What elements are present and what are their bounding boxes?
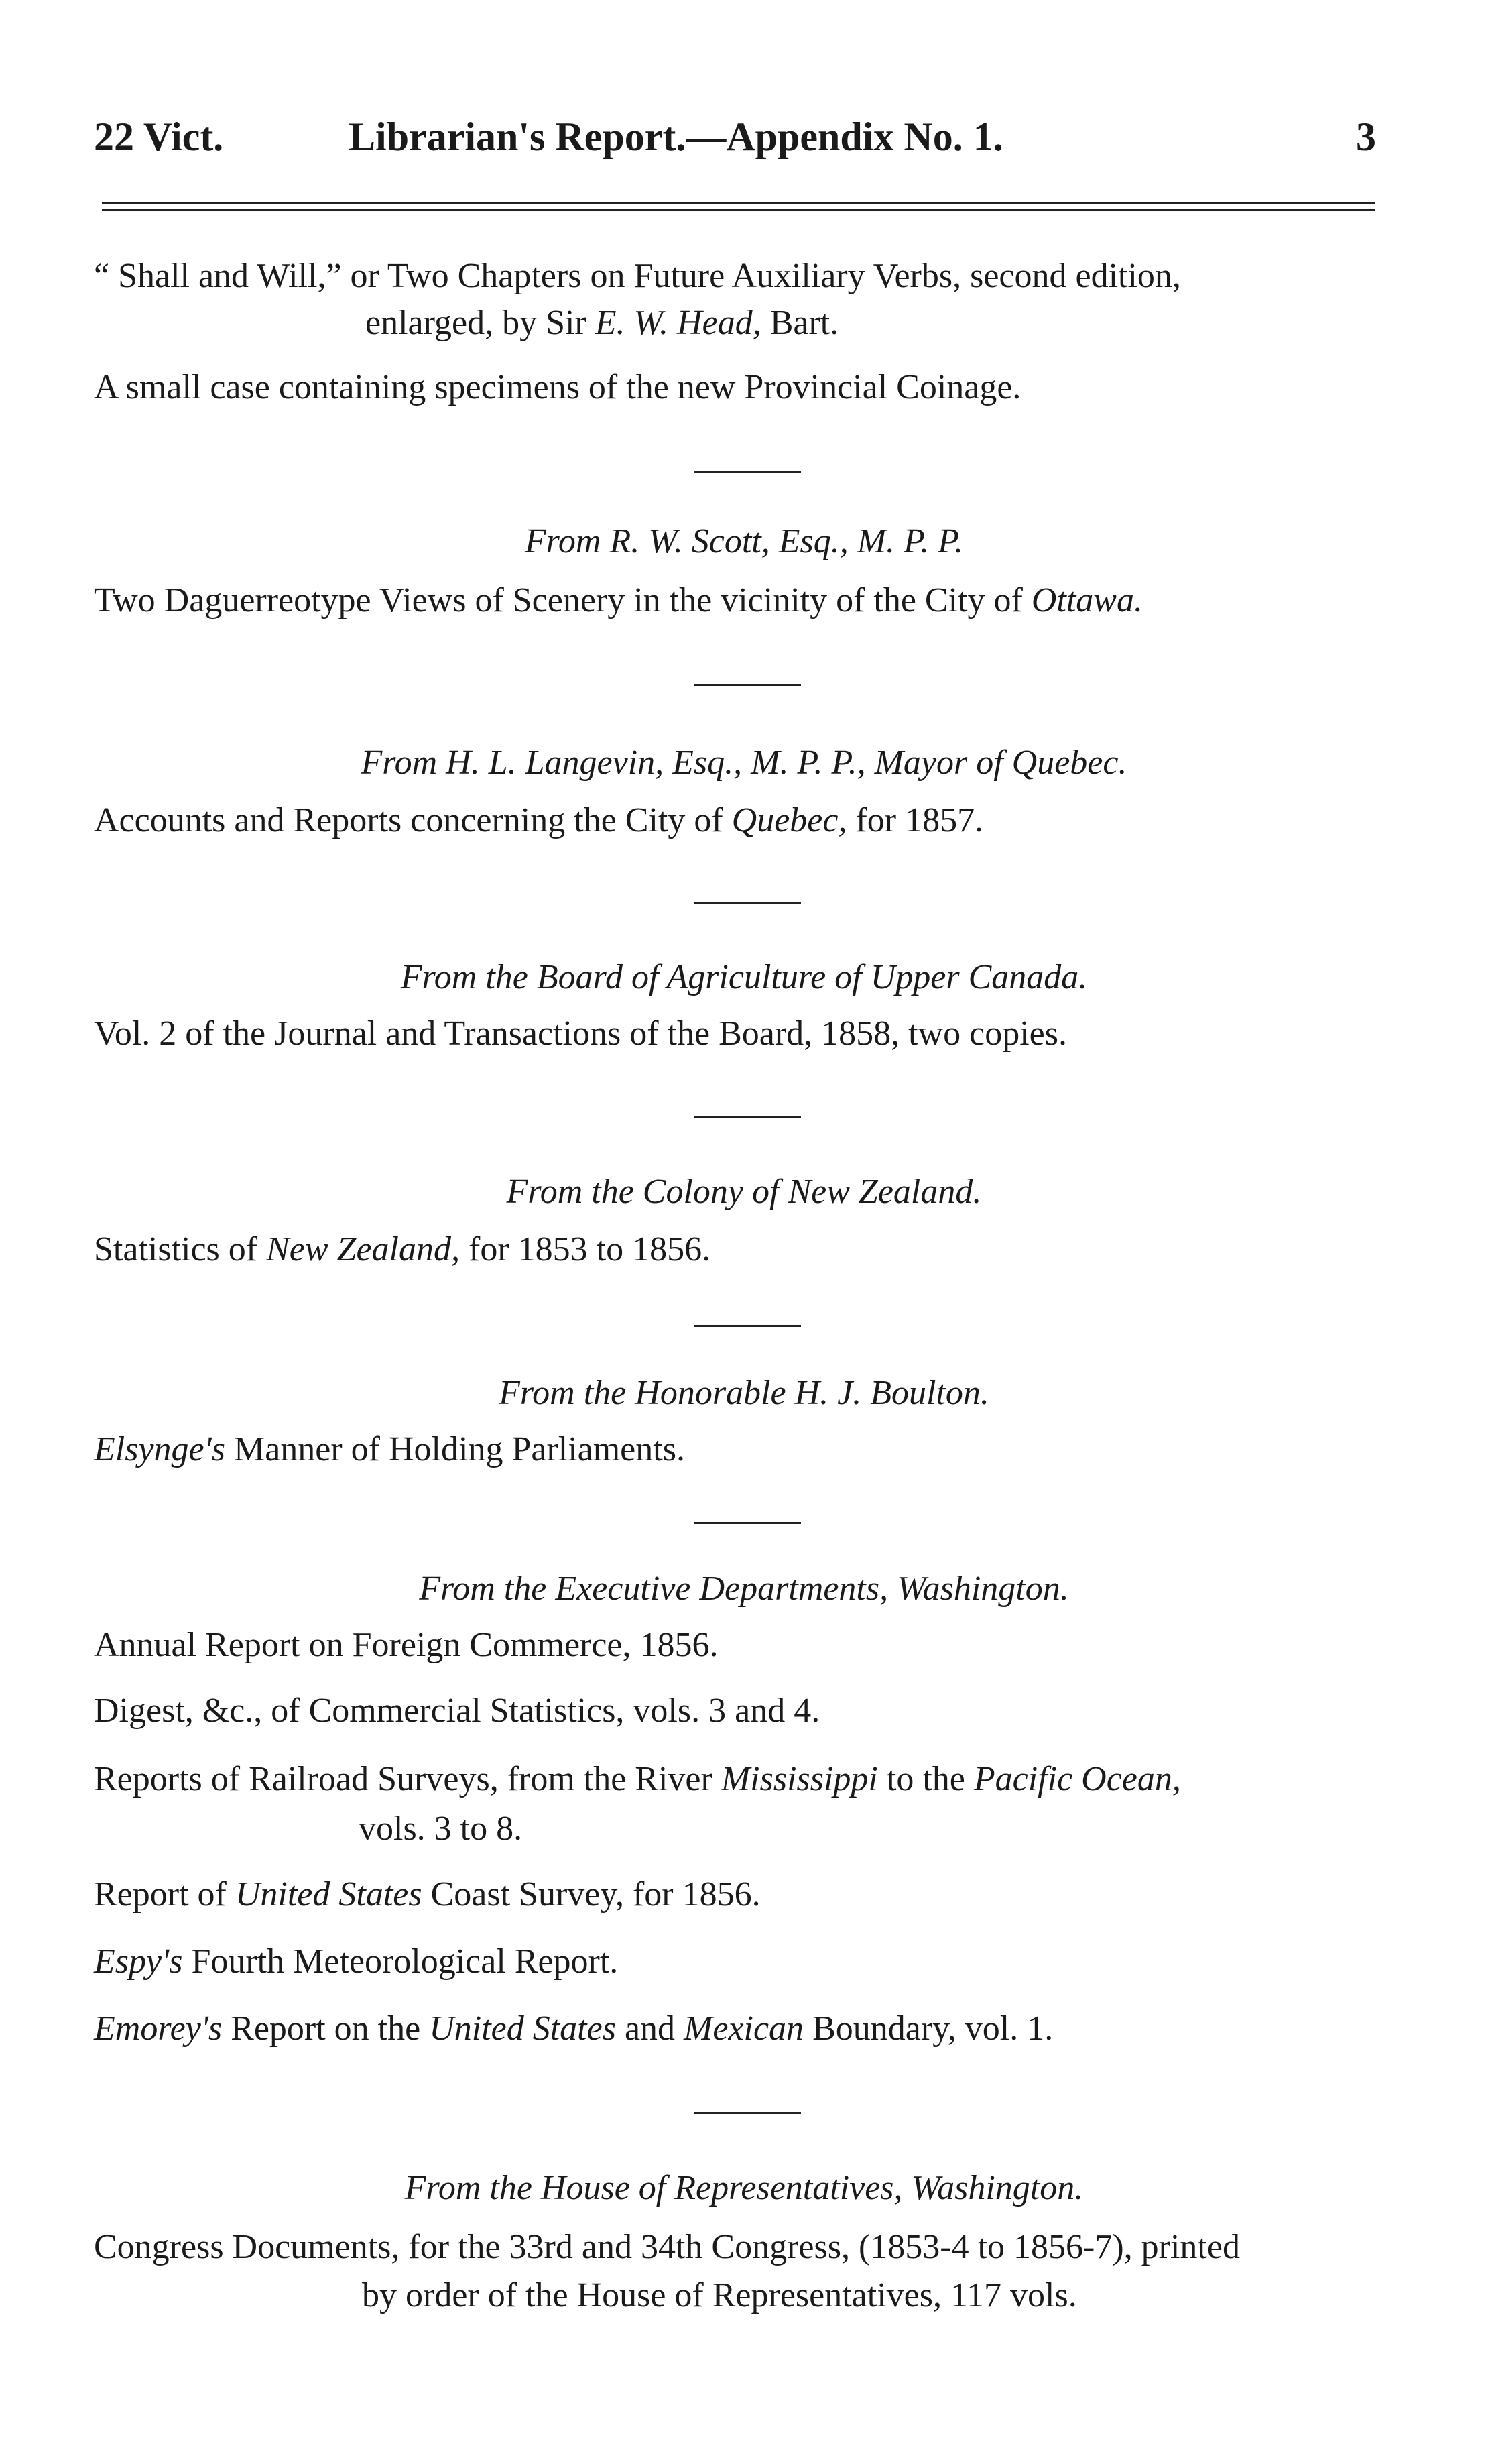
header-rule-bottom [102,209,1375,211]
page-number: 3 [1356,115,1376,159]
section-separator [694,2112,801,2114]
donor-heading-house: From the House of Representatives, Washington. [404,2169,1084,2207]
donor-heading-agriculture: From the Board of Agriculture of Upper Canada. [400,958,1088,996]
donor-heading-new-zealand: From the Colony of New Zealand. [506,1173,982,1211]
donor-heading-scott: From R. W. Scott, Esq., M. P. P. [524,522,964,561]
header-rule-top [102,202,1375,204]
entry-nz-statistics: Statistics of New Zealand, for 1853 to 1856. [94,1230,711,1269]
section-separator [694,471,801,473]
entry-quebec-accounts: Accounts and Reports concerning the City of Quebec, for 1857. [94,801,984,839]
donor-heading-boulton: From the Honorable H. J. Boulton. [499,1374,989,1412]
entry-railroad-surveys-line1: Reports of Railroad Surveys, from the River Mississippi to the Pacific Ocean, [94,1760,1181,1798]
entry-shall-and-will-line2: enlarged, by Sir E. W. Head, Bart. [365,304,839,342]
author-name: E. W. Head, [595,304,761,342]
section-separator [694,1522,801,1524]
entry-emorey-report: Emorey's Report on the United States and Mexican Boundary, vol. 1. [94,2009,1054,2048]
donor-heading-executive: From the Executive Departments, Washington. [419,1570,1069,1608]
entry-commercial-statistics: Digest, &c., of Commercial Statistics, vols. 3 and 4. [94,1692,820,1730]
section-separator [694,1116,801,1118]
entry-coast-survey: Report of United States Coast Survey, for 1856. [94,1875,761,1914]
entry-shall-and-will-line1: “ Shall and Will,” or Two Chapters on Future Auxiliary Verbs, second edition, [94,257,1181,295]
running-head-session: 22 Vict. [94,115,224,159]
entry-provincial-coinage: A small case containing specimens of the new Provincial Coinage. [94,368,1021,406]
section-separator [694,684,801,686]
entry-congress-documents-line2: by order of the House of Representatives, 117 vols. [362,2276,1077,2314]
entry-railroad-surveys-line2: vols. 3 to 8. [359,1810,523,1848]
running-head-title: Librarian's Report.—Appendix No. 1. [349,115,1003,159]
entry-daguerreotype-views: Two Daguerreotype Views of Scenery in the vicinity of the City of Ottawa. [94,581,1143,620]
entry-congress-documents-line1: Congress Documents, for the 33rd and 34th Congress, (1853-4 to 1856-7), printed [94,2228,1240,2266]
section-separator [694,902,801,904]
entry-journal-transactions: Vol. 2 of the Journal and Transactions of the Board, 1858, two copies. [94,1014,1067,1053]
donor-heading-langevin: From H. L. Langevin, Esq., M. P. P., Mayor of Quebec. [361,744,1127,782]
entry-foreign-commerce: Annual Report on Foreign Commerce, 1856. [94,1626,719,1664]
entry-elsynge: Elsynge's Manner of Holding Parliaments. [94,1430,685,1468]
section-separator [694,1325,801,1327]
entry-espy-report: Espy's Fourth Meteorological Report. [94,1942,619,1981]
